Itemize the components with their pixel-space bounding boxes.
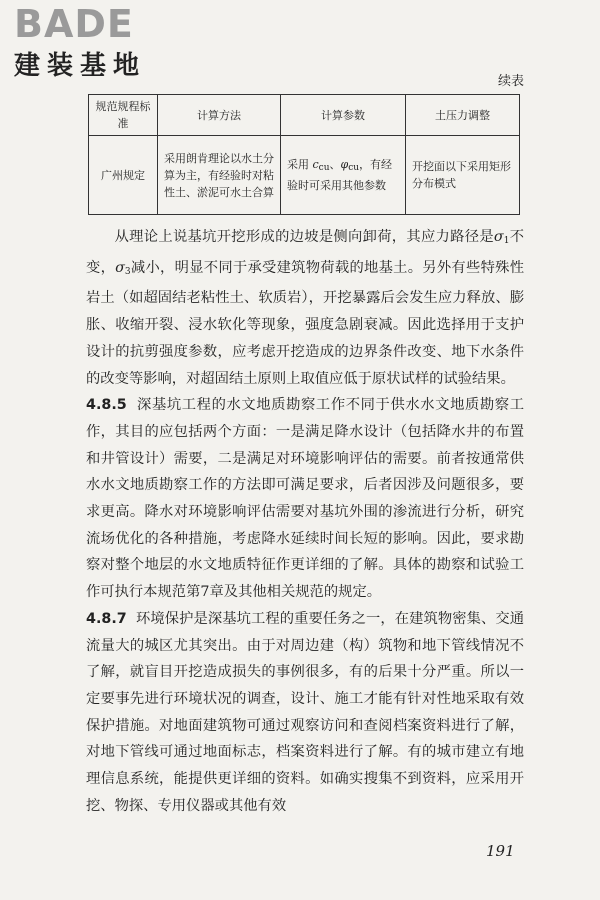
body-text	[86, 224, 524, 819]
clause-text: 环境保护是深基坑工程的重要任务之一，在建筑物密集、交通流量大的城区尤其突出。由于对周边建（构）筑物和地下管线情况不了解，就盲目开挖造成损失的事例很多，有的后果十分严重。所以一定要事先进行环境状况的调查，设计、施工才能有针对性地采取有效保护措施。对地面建筑物可通过观察访问和查阅档案资料进行了解，对地下管线可通过地面标志，档案资料进行了解。有的城市建立有地理信息系统，能提供更详细的资料。如确实搜集不到资料，应采用开挖、物探、专用仪器或其他有效	[86, 610, 524, 814]
clause-number: 4.8.7	[86, 610, 127, 627]
params-separator: 、	[329, 158, 341, 171]
symbol-phi-sub: cu	[348, 163, 360, 173]
header-params: 计算参数	[281, 95, 406, 136]
cell-params	[281, 136, 406, 215]
cell-method: 采用朗肯理论以水土分算为主，有经验时对粘性土、淤泥可水土合算	[158, 136, 281, 215]
brand-logo	[14, 4, 184, 82]
cell-adjust: 开挖面以下采用矩形分布模式	[406, 136, 520, 215]
sigma1-subscript: 1	[503, 236, 510, 246]
sigma3-symbol: σ	[115, 259, 125, 276]
params-before: 采用	[287, 158, 309, 171]
symbol-c-sub: cu	[318, 163, 330, 173]
sigma3-subscript: 3	[124, 266, 131, 277]
page-number: 191	[486, 842, 515, 860]
header-standard: 规范规程标准	[89, 95, 158, 136]
p1-text-c: 减小，明显不同于承受建筑物荷载的地基土。另外有些特殊性岩土（如超固结老粘性土、软质岩），开挖暴露后会发生应力释放、膨胀、收缩开裂、浸水软化等现象，强度急剧衰减。因此选择用于支护设计的抗剪强度参数，应考虑开挖造成的边界条件改变、地下水条件的改变等影响，对超固结土原则上取值应低于原状试样的试验结果。	[86, 259, 524, 387]
paragraph-clause-4-8-7	[86, 606, 524, 820]
params-after: ，有经验时可采用其他参数	[287, 158, 393, 192]
p1-text-a: 从理论上说基坑开挖形成的边坡是侧向卸荷，其应力路径是	[114, 229, 494, 245]
symbol-c: c	[312, 158, 319, 171]
sigma1-symbol: σ	[493, 229, 504, 245]
p1-text-b: 不变，	[86, 229, 525, 276]
table-row	[89, 136, 520, 215]
header-method: 计算方法	[158, 95, 281, 136]
symbol-phi: φ	[340, 158, 349, 171]
paragraph-stress-path	[86, 224, 524, 392]
logo-subtitle: 建装基地	[14, 51, 147, 81]
table-header-row	[89, 95, 520, 136]
cell-standard: 广州规定	[89, 136, 158, 215]
clause-number: 4.8.5	[86, 397, 127, 414]
table-continued-label: 续表	[498, 74, 525, 89]
logo-mark: BADE	[14, 2, 134, 46]
clause-text: 深基坑工程的水文地质勘察工作不同于供水水文地质勘察工作，其目的应包括两个方面：一是满足降水设计（包括降水井的布置和井管设计）需要，二是满足对环境影响评估的需要。前者按通常供水水文地质勘察工作的方法即可满足要求，后者因涉及问题很多，要求更高。降水对环境影响评估需要对基坑外围的渗流进行分析，研究流场优化的各种措施，考虑降水延续时间长短的影响。因此，要求勘察对整个地层的水文地质特征作更详细的了解。具体的勘察和试验工作可执行本规范第7章及其他相关规范的规定。	[86, 397, 524, 601]
paragraph-clause-4-8-5	[86, 392, 524, 606]
spec-table	[88, 94, 520, 215]
header-adjust: 土压力调整	[406, 95, 520, 136]
